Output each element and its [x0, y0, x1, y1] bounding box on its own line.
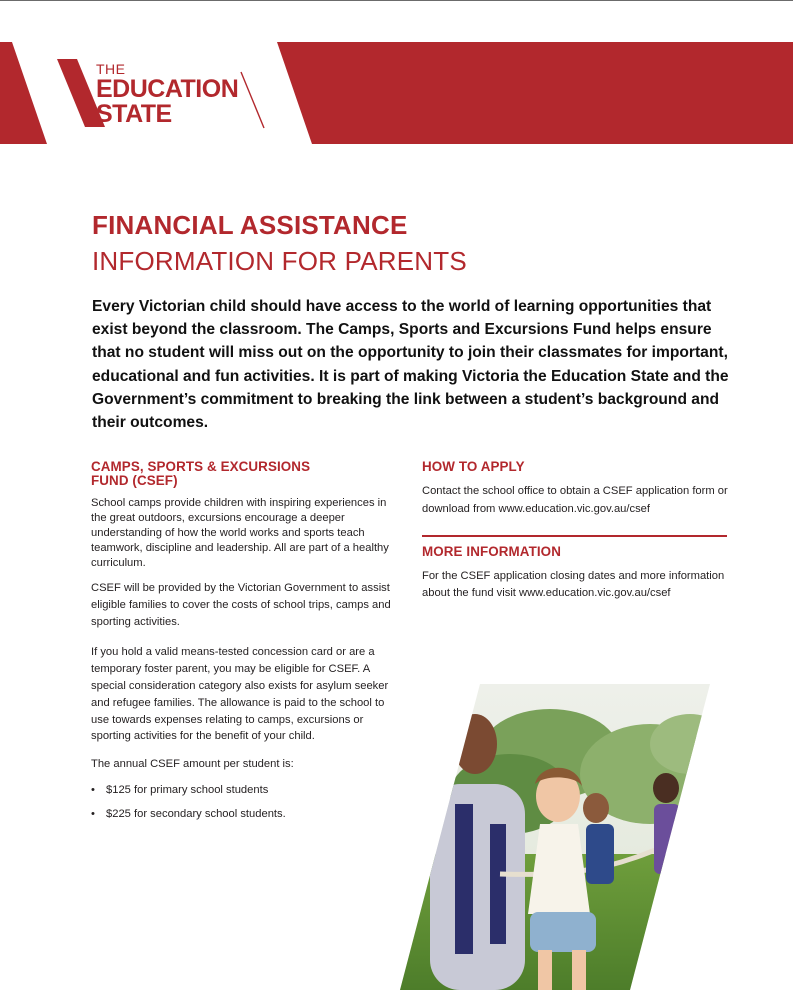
csef-paragraph-4: The annual CSEF amount per student is:	[91, 758, 294, 771]
how-to-apply-text: Contact the school office to obtain a CSEF application form or download from www.education.vic.gov.au/csef	[422, 485, 728, 515]
csef-heading	[91, 460, 401, 488]
csef-paragraph-2: CSEF will be provided by the Victorian Government to assist eligible families to cover the costs of school trips, camps and sporting activities.	[91, 582, 391, 628]
tug-of-war-photo	[400, 684, 710, 990]
top-border-line	[0, 0, 793, 1]
list-item	[91, 783, 401, 797]
apply-info-section	[422, 460, 728, 603]
list-item-text: $125 for primary school students	[106, 783, 269, 796]
csef-section	[91, 460, 401, 831]
bullet-icon: •	[91, 807, 95, 820]
how-to-apply-heading: HOW TO APPLY	[422, 459, 525, 474]
section-divider	[422, 535, 727, 537]
logo-education: EDUCATION	[96, 75, 239, 103]
logo-thin-slash	[241, 72, 264, 128]
education-state-logo	[96, 62, 238, 127]
intro-paragraph: Every Victorian child should have access to the world of learning opportunities that exist beyond the classroom. The Camps, Sports and Excursions Fund helps ensure that no student will miss out on the opportunity to join their classmates for important, educational and fun activities. It is part of making Victoria the Education State and the Government’s commitment to breaking the link between a student’s background and their outcomes.	[92, 298, 729, 432]
csef-heading-line1: CAMPS, SPORTS & EXCURSIONS	[91, 459, 311, 474]
more-information-heading: MORE INFORMATION	[422, 543, 561, 559]
csef-heading-line2: FUND (CSEF)	[91, 473, 178, 488]
page-subtitle: INFORMATION FOR PARENTS	[92, 246, 467, 276]
csef-paragraph-1: School camps provide children with inspiring experiences in the great outdoors, excursions encourage a deeper understanding of how the world works and sports teach teamwork, discipline and leadership. All are part of a healthy curriculum.	[91, 497, 389, 569]
list-item-text: $225 for secondary school students.	[106, 807, 286, 820]
bullet-icon: •	[91, 783, 95, 796]
csef-amount-list	[91, 783, 401, 821]
more-information-text: For the CSEF application closing dates and more information about the fund visit www.education.vic.gov.au/csef	[422, 569, 725, 599]
csef-paragraph-3: If you hold a valid means-tested concession card or are a temporary foster parent, you may be eligible for CSEF. A special consideration category also exists for asylum seeker and refugee families. The allowance is paid to the school to use towards expenses relating to camps, excursions or sporting activities for the benefit of your child.	[91, 646, 389, 743]
logo-the: THE	[96, 61, 126, 77]
page-title: FINANCIAL ASSISTANCE	[92, 210, 408, 240]
logo-state: STATE	[96, 100, 172, 128]
list-item	[91, 807, 401, 821]
